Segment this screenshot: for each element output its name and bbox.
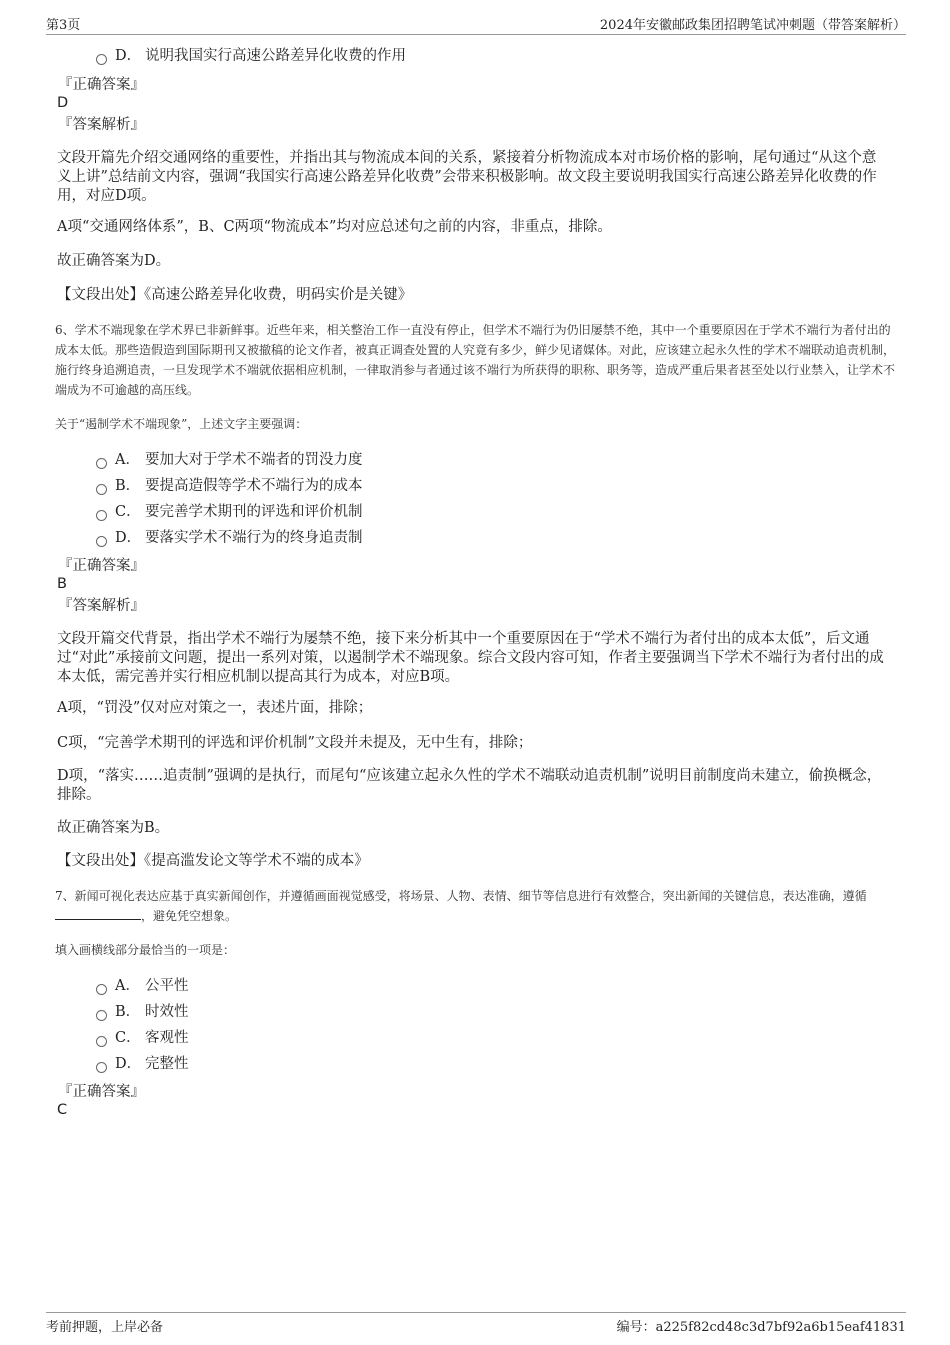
page-footer [46,1312,906,1335]
q7-option-c[interactable]: C． 客观性 [96,1028,189,1048]
q7-question-text: 7、新闻可视化表达应基于真实新闻创作，并遵循画面视觉感受，将场景、人物、表情、细节等信息进行有效整合，突出新闻的关键信息，表达准确，遵循，避免凭空想象。 [55,889,867,923]
q5-answer-label: 『正确答案』 [58,77,145,93]
page-header [46,14,906,35]
q7-answer: C [57,1102,68,1118]
q7-answer-label: 『正确答案』 [58,1084,145,1100]
radio-icon[interactable] [96,536,107,547]
q6-question-text: 6、学术不端现象在学术界已非新鲜事。近些年来，相关整治工作一直没有停止，但学术不端行为仍旧屡禁不绝，其中一个重要原因在于学术不端行为者付出的成本太低。那些造假造到国际期刊又被撤稿的论文作者，被真正调查处置的人究竟有多少，鲜少见诸媒体。对此，应该建立起永久性的学术不端联动追责机制，施行终身追溯追责，一旦发现学术不端就依据相应机制，一律取消参与者通过该不端行为所获得的职称、职务等，造成严重后果者甚至处以行业禁入，让学术不端成为不可逾越的高压线。 [55,323,896,397]
radio-icon[interactable] [96,484,107,495]
q6-source: 【文段出处】《提高滥发论文等学术不端的成本》 [57,853,369,869]
q5-analysis-para: A项“交通网络体系”，B、C两项“物流成本”均对应总述句之前的内容，非重点，排除。 [57,219,612,235]
q7-option-b[interactable]: B． 时效性 [96,1002,189,1022]
q6-option-c[interactable]: C． 要完善学术期刊的评选和评价机制 [96,502,363,522]
radio-icon[interactable] [96,458,107,469]
q7-prompt: 填入画横线部分最恰当的一项是： [55,943,236,957]
footer-slogan: 考前押题，上岸必备 [46,1320,164,1335]
radio-icon[interactable] [96,1010,107,1021]
q6-option-d[interactable]: D． 要落实学术不端行为的终身追责制 [96,528,363,548]
document-id: 编号：a225f82cd48c3d7bf92a6b15eaf41831 [616,1320,906,1335]
radio-icon[interactable] [96,54,107,65]
q6-option-b[interactable]: B． 要提高造假等学术不端行为的成本 [96,476,363,496]
q6-option-a[interactable]: A． 要加大对于学术不端者的罚没力度 [96,450,363,470]
radio-icon[interactable] [96,510,107,521]
q6-analysis-para: A项，“罚没”仅对应对策之一，表述片面，排除； [57,700,373,716]
q6-answer: B [57,576,67,592]
q7-option-d[interactable]: D． 完整性 [96,1054,189,1074]
q5-source: 【文段出处】《高速公路差异化收费，明码实价是关键》 [57,287,413,303]
radio-icon[interactable] [96,1036,107,1047]
q6-analysis-para: C项，“完善学术期刊的评选和评价机制”文段并未提及，无中生有，排除； [57,735,533,751]
q5-analysis-para: 故正确答案为D。 [57,253,171,269]
q6-analysis-label: 『答案解析』 [58,598,145,614]
radio-icon[interactable] [96,1062,107,1073]
q6-prompt: 关于“遏制学术不端现象”，上述文字主要强调： [55,417,308,431]
q6-analysis-para: 文段开篇交代背景，指出学术不端行为屡禁不绝，接下来分析其中一个重要原因在于“学术不端行为者付出的成本太低”，后文通过“对此”承接前文问题，提出一系列对策，以遏制学术不端现象。综合文段内容可知，作者主要强调当下学术不端行为者付出的成本太低，需完善并实行相应机制以提高其行为成本，对应B项。 [57,631,884,685]
radio-icon[interactable] [96,984,107,995]
document-title: 2024年安徽邮政集团招聘笔试冲刺题（带答案解析） [599,18,906,33]
q6-analysis-para: 故正确答案为B。 [57,820,170,836]
q7-option-a[interactable]: A． 公平性 [96,976,189,996]
q5-analysis-para: 文段开篇先介绍交通网络的重要性，并指出其与物流成本间的关系，紧接着分析物流成本对市场价格的影响，尾句通过“从这个意义上讲”总结前文内容，强调“我国实行高速公路差异化收费”会带来积极影响。故文段主要说明我国实行高速公路差异化收费的作用，对应D项。 [57,150,877,204]
q6-answer-label: 『正确答案』 [58,558,145,574]
q5-option-d[interactable]: D． 说明我国实行高速公路差异化收费的作用 [96,46,406,66]
fill-in-blank [55,907,141,920]
q5-answer: D [57,95,69,111]
page-number: 第3页 [46,18,81,33]
q6-analysis-para: D项，“落实……追责制”强调的是执行，而尾句“应该建立起永久性的学术不端联动追责机制”说明目前制度尚未建立，偷换概念，排除。 [57,768,882,803]
q5-analysis-label: 『答案解析』 [58,117,145,133]
